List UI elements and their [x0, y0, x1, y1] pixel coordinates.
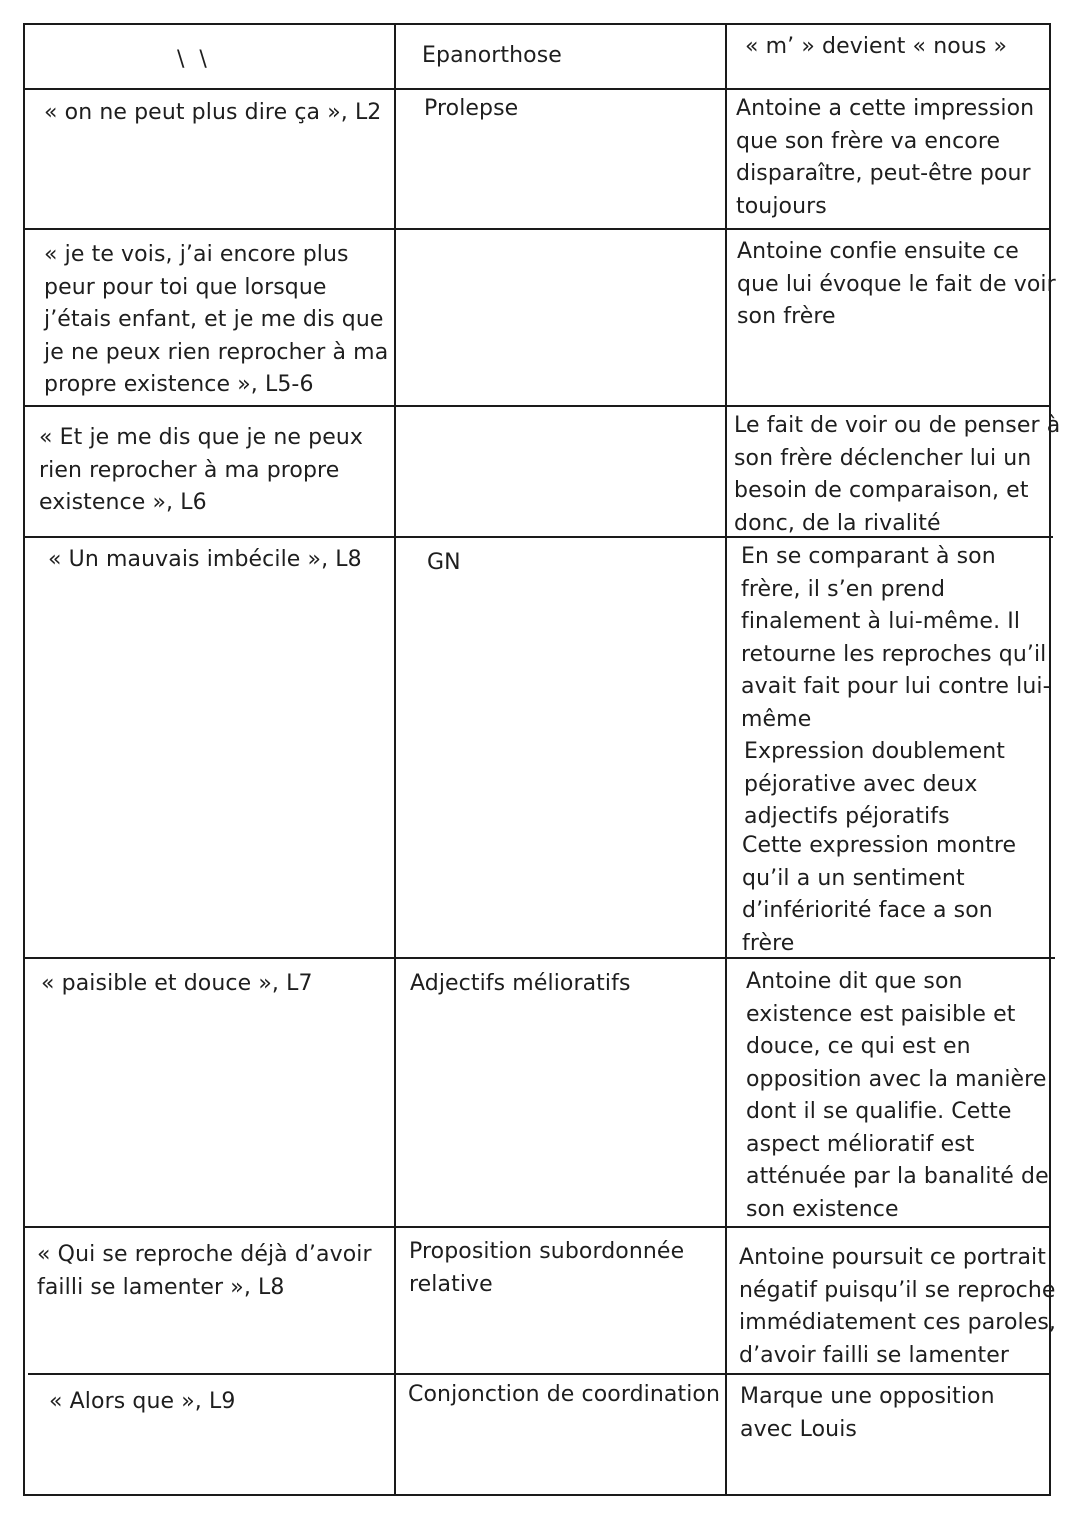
table-cell-citation: « Alors que », L9: [49, 1389, 236, 1414]
table-cell-interpretation: Antoine poursuit ce portrait négatif puisqu’il se reproche immédiatement ces paroles, d’avoir failli se lamenter: [739, 1245, 1057, 1368]
table-border-left: [23, 23, 25, 1496]
table-cell-procede: Proposition subordonnée relative: [409, 1239, 685, 1297]
column-divider: [394, 23, 396, 1496]
table-cell-citation: « Qui se reproche déjà d’avoir failli se lamenter », L8: [37, 1242, 372, 1300]
table-cell-interpretation: Antoine dit que son existence est paisible et douce, ce qui est en opposition avec la manière dont il se qualifie. Cette aspect mélioratif est atténuée par la banalité de son existence: [746, 969, 1049, 1222]
table-cell-interpretation: Cette expression montre qu’il a un sentiment d’infériorité face a son frère: [742, 833, 1017, 956]
table-cell-procede: Epanorthose: [422, 43, 562, 68]
table-cell-citation: « je te vois, j’ai encore plus peur pour toi que lorsque j’étais enfant, et je me dis que je ne peux rien reprocher à ma propre existence », L5-6: [44, 242, 389, 397]
table-cell-citation: « on ne peut plus dire ça », L2: [44, 100, 382, 125]
row-divider: [24, 1226, 1051, 1228]
row-divider: [24, 228, 1051, 230]
table-cell-interpretation: En se comparant à son frère, il s’en prend finalement à lui-même. Il retourne les reproches qu’il avait fait pour lui contre lui- même: [741, 544, 1051, 732]
table-cell-interpretation: « m’ » devient « nous »: [745, 34, 1008, 59]
table-cell-interpretation: Antoine confie ensuite ce que lui évoque le fait de voir son frère: [737, 239, 1056, 329]
table-cell-interpretation: Expression doublement péjorative avec deux adjectifs péjoratifs: [744, 739, 1006, 829]
row-divider: [28, 1373, 1051, 1375]
table-cell-interpretation: Marque une opposition avec Louis: [740, 1384, 995, 1442]
table-border-bottom: [24, 1494, 1051, 1496]
table-cell-procede: Prolepse: [424, 96, 519, 121]
table-cell-interpretation: Le fait de voir ou de penser à son frère déclencher lui un besoin de comparaison, et donc, de la rivalité: [734, 413, 1061, 536]
row-divider: [24, 405, 1051, 407]
row-divider: [24, 88, 1051, 90]
table-cell-interpretation: Antoine a cette impression que son frère va encore disparaître, peut-être pour toujours: [736, 96, 1035, 219]
table-cell-citation: « Et je me dis que je ne peux rien reprocher à ma propre existence », L6: [39, 425, 364, 515]
table-cell-procede: GN: [427, 550, 461, 575]
table-border-top: [24, 23, 1051, 25]
column-divider: [725, 23, 727, 1496]
table-cell-procede: Conjonction de coordination: [408, 1382, 721, 1407]
table-cell-citation: \ \: [177, 47, 211, 72]
table-cell-procede: Adjectifs mélioratifs: [410, 971, 631, 996]
table-cell-citation: « Un mauvais imbécile », L8: [48, 547, 362, 572]
table-cell-citation: « paisible et douce », L7: [41, 971, 313, 996]
